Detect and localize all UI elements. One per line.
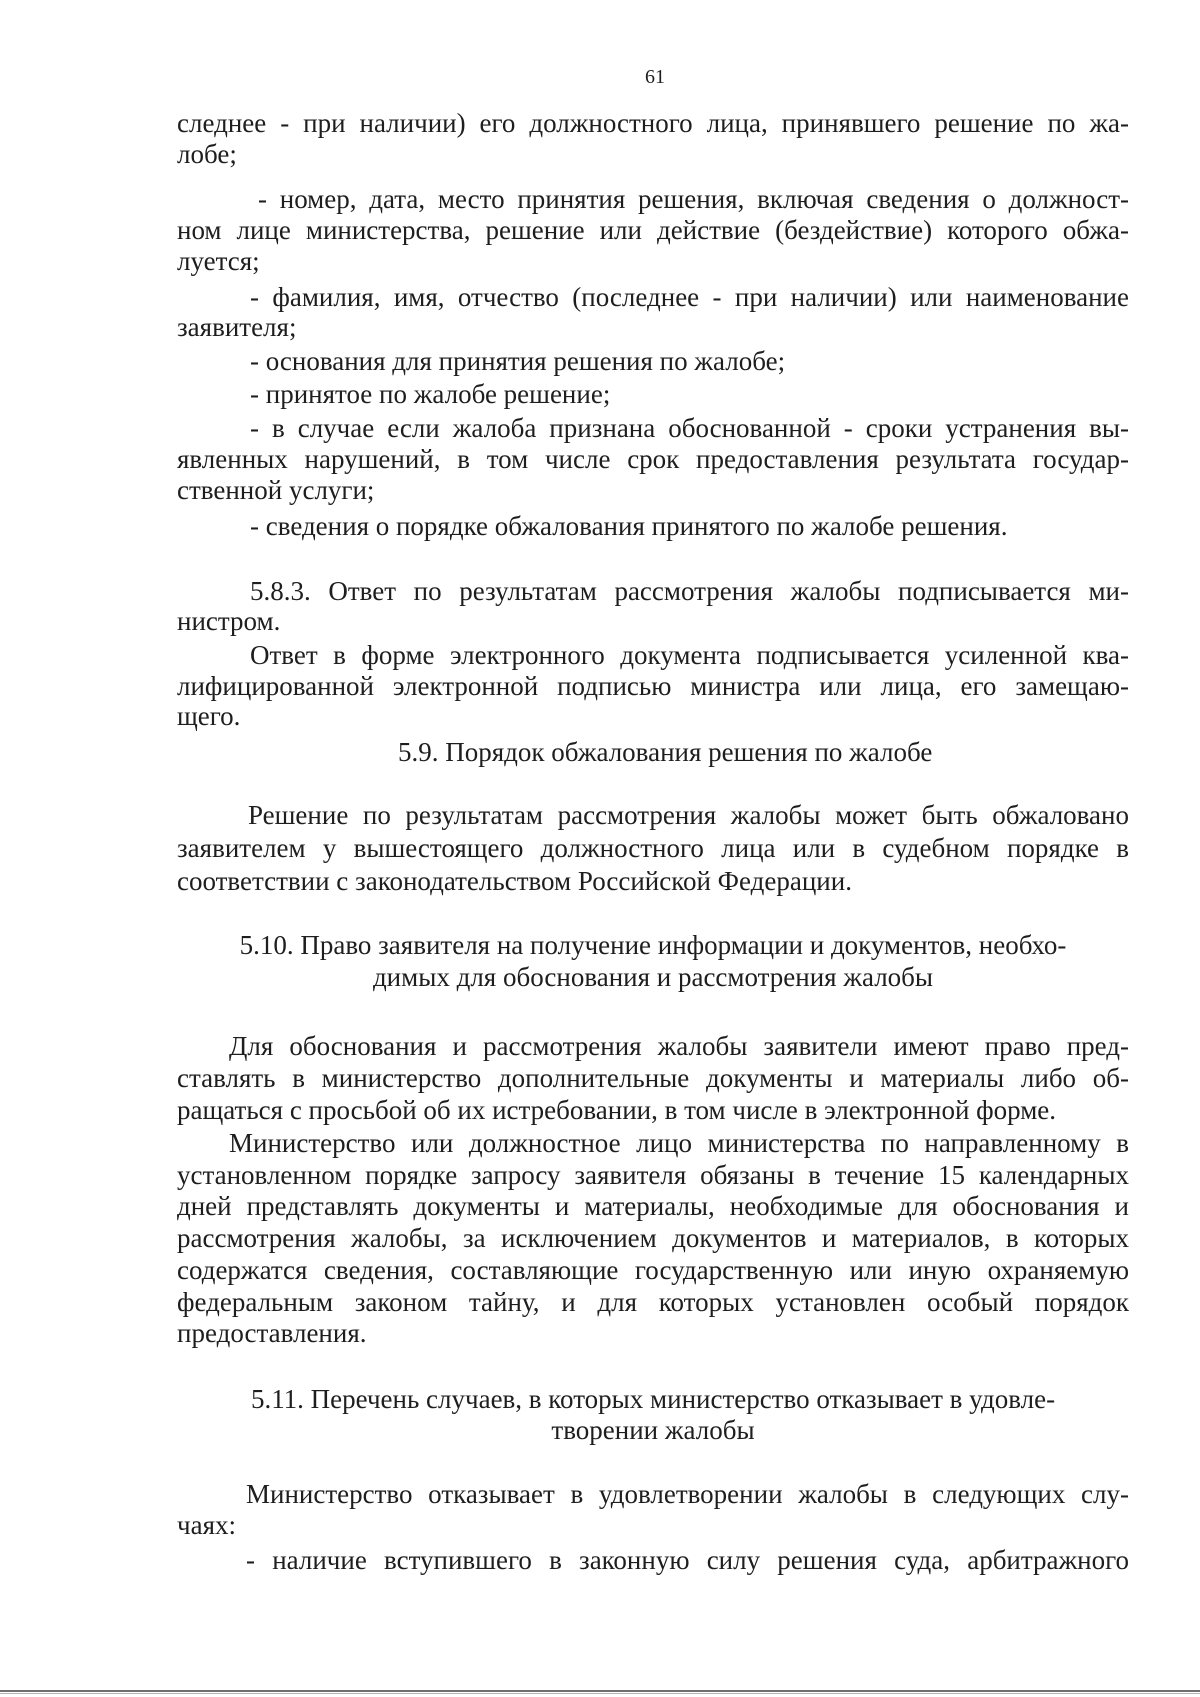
text-line: заявителя;	[177, 312, 297, 342]
text-line: щего.	[177, 701, 241, 731]
section-heading-5-11-cont: творении жалобы	[551, 1415, 755, 1445]
list-item: - номер, дата, место принятия решения, включая сведения о должност-	[258, 184, 1129, 214]
list-item: - в случае если жалоба признана обоснованной - сроки устранения вы-	[250, 413, 1129, 443]
text-line: ственной услуги;	[177, 475, 375, 505]
text-line: Ответ в форме электронного документа подписывается усиленной ква-	[250, 640, 1129, 670]
list-item: - основания для принятия решения по жалобе;	[250, 346, 786, 376]
text-line: лобе;	[177, 139, 237, 169]
text-line: ращаться с просьбой об их истребовании, в том числе в электронной форме.	[177, 1095, 1057, 1125]
text-line: рассмотрения жалобы, за исключением документов и материалов, в которых	[177, 1223, 1129, 1253]
text-line: установленном порядке запросу заявителя обязаны в течение 15 календарных	[177, 1160, 1129, 1190]
text-line: предоставления.	[177, 1318, 367, 1348]
paragraph-5-8-3: 5.8.3. Ответ по результатам рассмотрения жалобы подписывается ми-	[250, 576, 1129, 606]
text-line: Решение по результатам рассмотрения жалобы может быть обжаловано	[248, 800, 1129, 830]
text-line: нистром.	[177, 606, 281, 636]
list-item: - фамилия, имя, отчество (последнее - при наличии) или наименование	[250, 282, 1129, 312]
page-number: 61	[645, 66, 665, 88]
text-line: лифицированной электронной подписью министра или лица, его замещаю-	[177, 671, 1129, 701]
section-heading-5-9: 5.9. Порядок обжалования решения по жалобе	[398, 737, 933, 767]
text-line: явленных нарушений, в том числе срок предоставления результата государ-	[177, 444, 1129, 474]
list-item: - сведения о порядке обжалования принятого по жалобе решения.	[250, 511, 1008, 541]
list-item: - наличие вступившего в законную силу решения суда, арбитражного	[246, 1545, 1129, 1575]
text-line: Для обоснования и рассмотрения жалобы заявители имеют право пред-	[229, 1031, 1129, 1061]
scan-edge-line	[0, 1693, 1200, 1694]
list-item: - принятое по жалобе решение;	[250, 379, 611, 409]
text-line: ном лице министерства, решение или действие (бездействие) которого обжа-	[177, 215, 1129, 245]
text-line: соответствии с законодательством Российской Федерации.	[177, 866, 852, 896]
text-line: дней представлять документы и материалы, необходимые для обоснования и	[177, 1191, 1129, 1221]
text-line: следнее - при наличии) его должностного лица, принявшего решение по жа-	[177, 108, 1129, 138]
text-line: ставлять в министерство дополнительные документы и материалы либо об-	[177, 1063, 1129, 1093]
text-line: федеральным законом тайну, и для которых установлен особый порядок	[177, 1287, 1129, 1317]
section-heading-5-10-cont: димых для обоснования и рассмотрения жалобы	[372, 962, 934, 992]
scan-edge-line	[0, 1690, 1200, 1692]
text-line: Министерство или должностное лицо министерства по направленному в	[229, 1128, 1129, 1158]
text-line: заявителем у вышестоящего должностного лица или в судебном порядке в	[177, 833, 1129, 863]
section-heading-5-10: 5.10. Право заявителя на получение информации и документов, необхо-	[239, 930, 1067, 960]
text-line: луется;	[177, 246, 260, 276]
text-line: Министерство отказывает в удовлетворении жалобы в следующих слу-	[246, 1479, 1129, 1509]
text-line: содержатся сведения, составляющие государственную или иную охраняемую	[177, 1255, 1129, 1285]
text-line: чаях:	[177, 1510, 236, 1540]
section-heading-5-11: 5.11. Перечень случаев, в которых министерство отказывает в удовле-	[250, 1384, 1056, 1414]
